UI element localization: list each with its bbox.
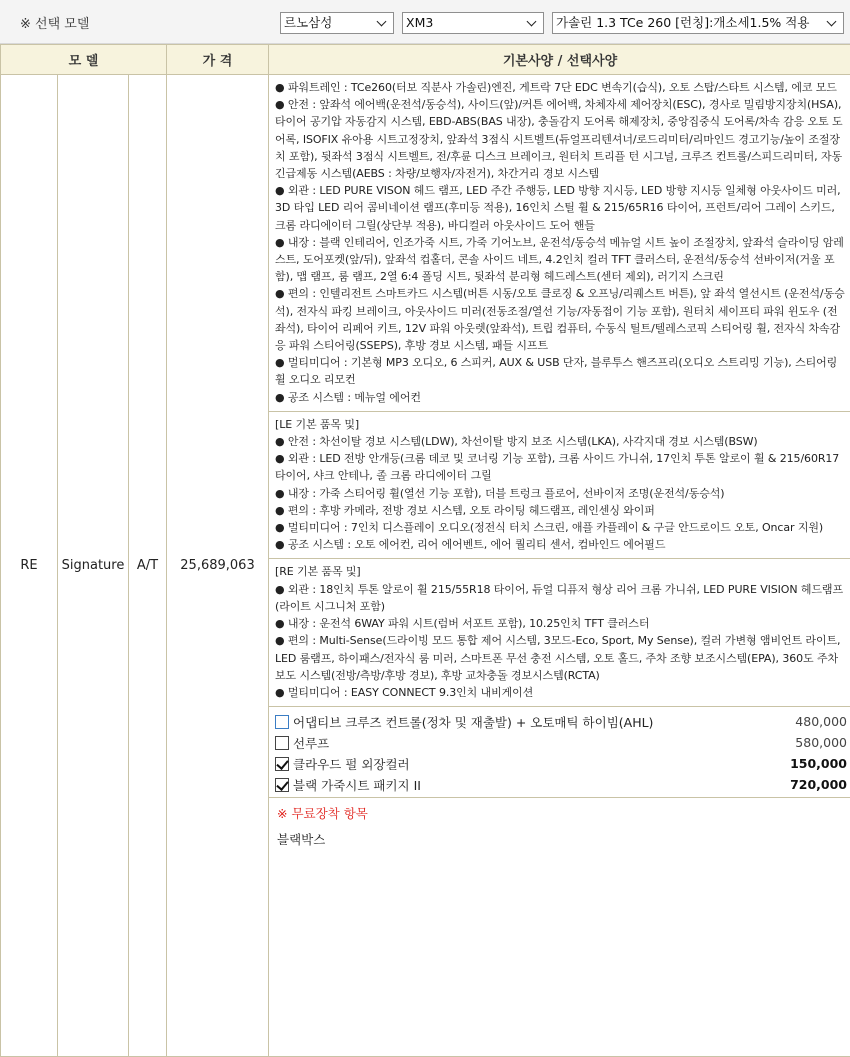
grade-cell: RE: [1, 75, 58, 1057]
option-price: 580,000: [757, 735, 847, 750]
select-model-label: ※ 선택 모델: [20, 13, 89, 32]
spec-line: ● 외관 : LED 전방 안개등(크롬 데코 및 코너링 기능 포함), 크롬 사이드 가니쉬, 17인치 투톤 알로이 휠 & 215/60R17 타이어, 샤크 안테나, 졸 크롬 라디에이터 그릴: [275, 450, 845, 484]
option-price: 480,000: [757, 714, 847, 729]
spec-header: 기본사양 / 선택사양: [269, 45, 850, 75]
option-row[interactable]: [275, 774, 847, 795]
spec-line: ● 내장 : 가죽 스티어링 휠(열선 기능 포함), 더블 트렁크 플로어, 선바이저 조명(운전석/동승석): [275, 485, 845, 502]
option-name: 선루프: [293, 734, 757, 752]
spec-line: ● 멀티미디어 : 기본형 MP3 오디오, 6 스피커, AUX & USB 단자, 블루투스 핸즈프리(오디오 스트리밍 기능), 스티어링 휠 오디오 리모컨: [275, 354, 845, 388]
option-name: 블랙 가죽시트 패키지 II: [293, 776, 757, 794]
spec-line: ● 안전 : 앞좌석 에어백(운전석/동승석), 사이드(앞)/커튼 에어백, 차체자세 제어장치(ESC), 경사로 밀림방지장치(HSA), 타이어 공기압 자동감지 시스템, EBD-ABS(BAS 내장), 충돌감지 도어록 해제장치, 중앙집중식 도어록/차속 감응 오토 도어록, ISOFIX 유아용 시트고정장치, 앞좌석 3점식 시트벨트(듀얼프리텐셔너/로드리미터/리마인드 경고기능/높이 조절장치 포함), 뒷좌석 3점식 시트벨트, 전/후륜 디스크 브레이크, 원터치 트리플 턴 시그널, 크루즈 컨트롤/스피드리미터, 자동 긴급제동 시스템(AEBS : 차량/보행자/자전거), 차간거리 경보 시스템: [275, 96, 845, 182]
option-checkbox[interactable]: [275, 778, 289, 792]
chevron-down-icon: [524, 13, 540, 33]
model-select[interactable]: [402, 12, 544, 34]
free-items-title: ※ 무료장착 항목: [277, 804, 843, 822]
re-spec-section: [269, 559, 850, 707]
base-spec-section: [269, 75, 850, 412]
spec-line: ● 안전 : 차선이탈 경보 시스템(LDW), 차선이탈 방지 보조 시스템(LKA), 사각지대 경보 시스템(BSW): [275, 433, 845, 450]
spec-line: ● 내장 : 운전석 6WAY 파워 시트(럼버 서포트 포함), 10.25인치 TFT 클러스터: [275, 615, 845, 632]
option-checkbox[interactable]: [275, 715, 289, 729]
chevron-down-icon: [374, 13, 390, 33]
trim-name-cell: Signature: [58, 75, 129, 1057]
option-name: 어댑티브 크루즈 컨트롤(정차 및 재출발) + 오토매틱 하이빔(AHL): [293, 713, 757, 731]
option-price: 720,000: [757, 777, 847, 792]
option-price: 150,000: [757, 756, 847, 771]
price-cell: 25,689,063: [167, 75, 269, 1057]
trim-select-value: 가솔린 1.3 TCe 260 [런칭]:개소세1.5% 적용: [556, 13, 809, 33]
chevron-down-icon: [824, 13, 840, 33]
option-row[interactable]: [275, 732, 847, 753]
option-row[interactable]: [275, 753, 847, 774]
spec-line: ● 외관 : LED PURE VISON 헤드 램프, LED 주간 주행등, LED 방향 지시등, LED 방향 지시등 일체형 아웃사이드 미러, 3D 타입 LED 리어 콤비네이션 램프(후미등 적용), 16인치 스틸 휠 & 215/65R16 타이어, 프런트/리어 그레이 스키드, 크롬 라디에이터 그릴(상단부 적용), 바디컬러 아웃사이드 도어 핸들: [275, 182, 845, 234]
price-table: [0, 44, 850, 1057]
model-header: 모 델: [1, 45, 167, 75]
option-checkbox[interactable]: [275, 736, 289, 750]
spec-line: ● 멀티미디어 : EASY CONNECT 9.3인치 내비게이션: [275, 684, 845, 701]
brand-select-value: 르노삼성: [284, 13, 332, 33]
spec-line: ● 편의 : 후방 카메라, 전방 경보 시스템, 오토 라이팅 헤드램프, 레인센싱 와이퍼: [275, 502, 845, 519]
spec-line: ● 외관 : 18인치 투톤 알로이 휠 215/55R18 타이어, 듀얼 디퓨저 형상 리어 크롬 가니쉬, LED PURE VISION 헤드램프(라이트 시그니처 포함): [275, 581, 845, 615]
option-row[interactable]: [275, 711, 847, 732]
spec-line: ● 편의 : Multi-Sense(드라이빙 모드 통합 제어 시스템, 3모드-Eco, Sport, My Sense), 컬러 가변형 앰비언트 라이트, LED 룸램프, 하이패스/전자식 룸 미러, 스마트폰 무선 충전 시스템, 오토 홀드, 주차 조향 보조시스템(EPA), 360도 주차 보도 시스템(전방/측방/후방 경보), 후방 교차충돌 경보시스템(RCTA): [275, 632, 845, 684]
re-spec-title: [RE 기본 품목 및]: [275, 563, 845, 580]
spec-line: ● 내장 : 블랙 인테리어, 인조가죽 시트, 가죽 기어노브, 운전석/동승석 메뉴얼 시트 높이 조절장치, 앞좌석 슬라이딩 암레스트, 도어포켓(앞/뒤), 앞좌석 컵홀더, 콘솔 사이드 네트, 4.2인치 컬러 TFT 클러스터, 운전석/동승석 선바이저(거울 포함), 맵 램프, 룸 램프, 2열 6:4 폴딩 시트, 뒷좌석 분리형 헤드레스트(센터 제외), 러기지 스크린: [275, 234, 845, 286]
spec-line: ● 편의 : 인텔리전트 스마트카드 시스템(버튼 시동/오토 클로징 & 오프닝/리퀘스트 버튼), 앞 좌석 열선시트 (운전석/동승석), 전자식 파킹 브레이크, 아웃사이드 미러(전동조절/열선 기능/자동접이 기능 포함), 원터치 세이프티 파워 윈도우 (전좌석), 타이어 리페어 키트, 12V 파워 아웃렛(앞좌석), 트립 컴퓨터, 수동식 틸트/텔레스코픽 스티어링 휠, 전자식 차속감응 파워 스티어링(SSEPS), 후방 경보 시스템, 패들 시프트: [275, 285, 845, 354]
option-name: 클라우드 펄 외장컬러: [293, 755, 757, 773]
spec-line: ● 공조 시스템 : 오토 에어컨, 리어 에어벤트, 에어 퀄리티 센서, 컴바인드 에어필드: [275, 536, 845, 553]
trim-select[interactable]: [552, 12, 844, 34]
le-spec-title: [LE 기본 품목 및]: [275, 416, 845, 433]
spec-line: ● 공조 시스템 : 메뉴얼 에어컨: [275, 389, 845, 406]
free-items-section: [269, 798, 850, 854]
option-checkbox[interactable]: [275, 757, 289, 771]
brand-select[interactable]: [280, 12, 394, 34]
model-select-value: XM3: [406, 13, 433, 33]
price-header: 가 격: [167, 45, 269, 75]
spec-line: ● 파워트레인 : TCe260(터보 직분사 가솔린)엔진, 게트락 7단 EDC 변속기(습식), 오토 스탑/스타트 시스템, 에코 모드: [275, 79, 845, 96]
free-item: 블랙박스: [277, 830, 843, 848]
le-spec-section: [269, 412, 850, 560]
options-section: [269, 707, 850, 798]
transmission-cell: A/T: [129, 75, 167, 1057]
spec-cell: [269, 75, 850, 1057]
model-select-bar: [0, 0, 850, 44]
spec-line: ● 멀티미디어 : 7인치 디스플레이 오디오(정전식 터치 스크린, 애플 카플레이 & 구글 안드로이드 오토, Oncar 지원): [275, 519, 845, 536]
